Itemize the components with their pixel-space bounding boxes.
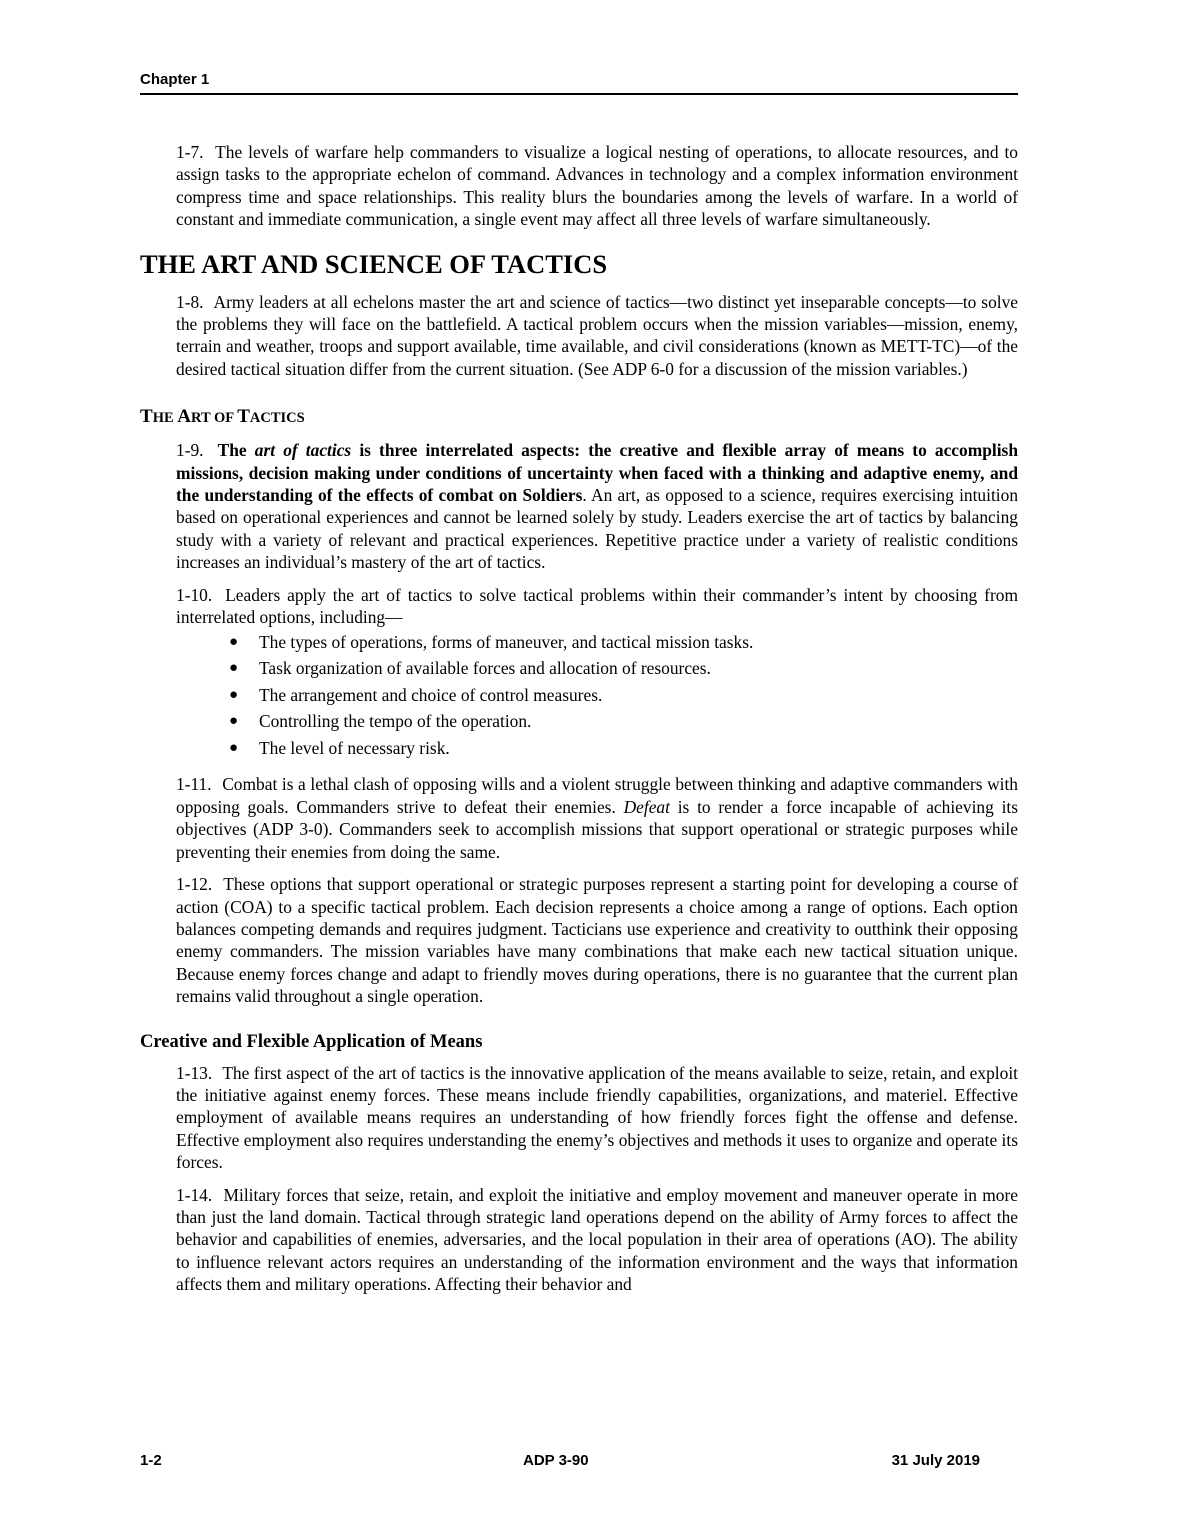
paragraph-1-7 <box>176 141 1018 231</box>
list-item <box>229 684 1018 711</box>
document-id: ADP 3-90 <box>523 1452 589 1469</box>
definition-text: is three interrelated aspects: the creative and flexible array of means to accomplish missions, decision making under conditions of uncertainty when faced with a thinking and adaptive enemy, and the understanding of the effects of combat on Soldiers <box>176 440 1018 506</box>
minor-heading: Creative and Flexible Application of Means <box>140 1031 483 1052</box>
paragraph-number: 1-11. <box>176 774 212 795</box>
paragraph-1-11 <box>176 773 1018 863</box>
running-header <box>140 68 1018 95</box>
heading-part: RT OF <box>191 410 238 427</box>
paragraph-text: Leaders apply the art of tactics to solve tactical problems within their commander’s intent by choosing from interrelated options, including— <box>176 584 1018 628</box>
running-footer <box>140 1452 1018 1472</box>
section-heading: THE ART AND SCIENCE OF TACTICS <box>140 248 608 279</box>
paragraph-text: . An art, as opposed to a science, requires exercising intuition based on operational experiences and cannot be learned solely by study. Leaders exercise the art of tactics by balancing study with a variety of relevant and practical experiences. Repetitive practice under a variety of realistic conditions increases an individual’s mastery of the art of tactics. <box>176 485 1019 573</box>
list-item-text: Controlling the tempo of the operation. <box>259 711 532 732</box>
chapter-label: Chapter 1 <box>140 71 210 88</box>
paragraph-number: 1-7. <box>176 142 204 162</box>
paragraph-number: 1-8. <box>176 291 204 312</box>
list-item <box>229 710 1018 737</box>
paragraph-number: 1-14. <box>176 1184 213 1205</box>
options-list <box>140 631 1018 764</box>
paragraph-text: Army leaders at all echelons master the art and science of tactics—two distinct yet inseparable concepts—to solve the problems they will face on the battlefield. A tactical problem occurs when the mission variables—mission, enemy, terrain and weather, troops and support available, time available, and civil considerations (known as METT-TC)—of the desired tactical situation differ from the current situation. (See ADP 6-0 for a discussion of the mission variables.) <box>176 291 1019 379</box>
heading-part: T <box>140 406 153 428</box>
heading-part: ACTICS <box>249 410 305 427</box>
paragraph-text: The levels of warfare help commanders to visualize a logical nesting of operations, to allocate resources, and to assign tasks to the appropriate echelon of command. Advances in technology and a complex information environment compress time and space relationships. This reality blurs the boundaries among the levels of warfare. In a world of constant and immediate communication, a single event may affect all three levels of warfare simultaneously. <box>176 142 1018 230</box>
list-item <box>229 657 1018 684</box>
paragraph-1-13 <box>176 1062 1018 1174</box>
paragraph-number: 1-12. <box>176 874 213 895</box>
bullet-icon: ● <box>229 739 239 756</box>
defined-term: art of tactics <box>254 440 352 461</box>
defined-term: Defeat <box>623 796 670 817</box>
definition-lead: The <box>217 440 255 461</box>
paragraph-text: is to render a force incapable of achieving its objectives (ADP 3-0). Commanders seek to accomplish missions that support operational or strategic purposes while preventing their enemies from doing the same. <box>176 796 1018 862</box>
paragraph-1-14 <box>176 1184 1018 1296</box>
bullet-icon: ● <box>229 713 239 730</box>
paragraph-number: 1-9. <box>176 440 204 461</box>
subsection-heading <box>140 405 1018 430</box>
list-item <box>229 737 1018 764</box>
list-item <box>229 631 1018 658</box>
paragraph-text: Military forces that seize, retain, and exploit the initiative and employ movement and maneuver operate in more than just the land domain. Tactical through strategic land operations depend on the ability of Army forces to affect the behavior and capabilities of enemies, adversaries, and the local population in their area of operations (AO). The ability to influence relevant actors requires an understanding of the information environment and the ways that information affects them and military operations. Affecting their behavior and <box>176 1184 1018 1295</box>
paragraph-1-8 <box>176 291 1018 381</box>
paragraph-number: 1-13. <box>176 1062 213 1083</box>
paragraph-number: 1-10. <box>176 584 213 605</box>
paragraph-text: The first aspect of the art of tactics is the innovative application of the means available to seize, retain, and exploit the initiative against enemy forces. These means include friendly capabilities, organizations, and materiel. Effective employment of available means requires an understanding of how friendly forces fight the offense and defense. Effective employment also requires understanding the enemy’s objectives and methods it uses to organize and operate its forces. <box>176 1062 1018 1173</box>
paragraph-1-9 <box>176 439 1018 573</box>
list-item-text: The arrangement and choice of control measures. <box>259 684 603 705</box>
page-number: 1-2 <box>140 1452 162 1469</box>
paragraph-1-12 <box>176 873 1018 1007</box>
bullet-icon: ● <box>229 660 239 677</box>
heading-part: T <box>237 406 250 428</box>
paragraph-1-10 <box>176 584 1018 629</box>
paragraph-text: These options that support operational or strategic purposes represent a starting point for developing a course of action (COA) to a specific tactical problem. Each decision represents a choice among a range of options. Each option balances competing demands and requires judgment. Tacticians use experience and creativity to outthink their opposing enemy commanders. The mission variables have many combinations that make each new tactical situation unique. Because enemy forces change and adapt to friendly moves during operations, there is no guarantee that the current plan remains valid throughout a single operation. <box>176 874 1018 1007</box>
bullet-icon: ● <box>229 633 239 650</box>
list-item-text: The types of operations, forms of maneuver, and tactical mission tasks. <box>259 631 754 652</box>
paragraph-text: Combat is a lethal clash of opposing wills and a violent struggle between thinking and adaptive commanders with opposing goals. Commanders strive to defeat their enemies. <box>176 774 1018 817</box>
list-item-text: Task organization of available forces and allocation of resources. <box>259 658 711 679</box>
publication-date: 31 July 2019 <box>891 1452 980 1469</box>
list-item-text: The level of necessary risk. <box>259 737 450 758</box>
bullet-icon: ● <box>229 686 239 703</box>
page-body <box>140 141 1018 1306</box>
heading-part: HE <box>152 410 178 427</box>
heading-part: A <box>177 406 191 428</box>
